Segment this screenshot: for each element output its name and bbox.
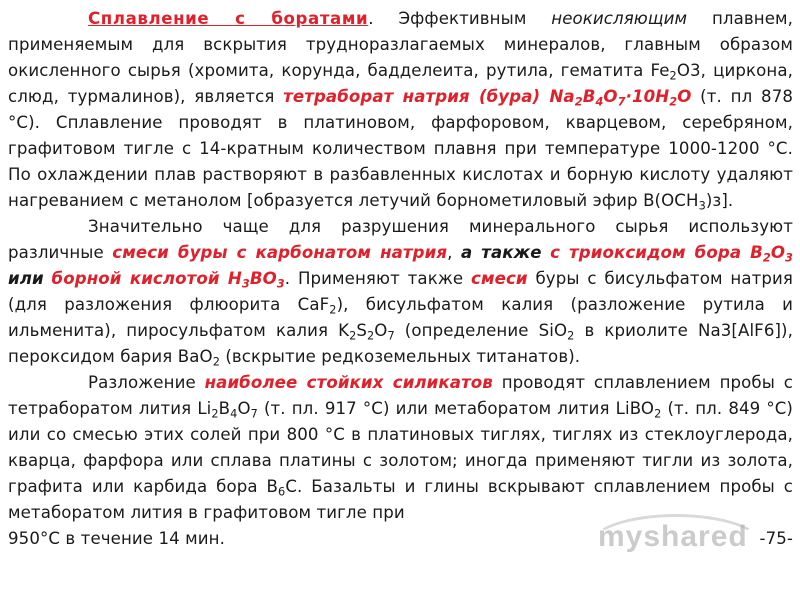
text-run: Значительно чаще для разрушения минерального сырья используют различные (8, 217, 793, 262)
text-run: 950°С в течение 14 мин. (8, 529, 226, 548)
text-run: (т. пл. 917 °С) или метаборатом лития LiBO (257, 399, 655, 418)
subscript: 3 (698, 199, 706, 213)
paragraph-fusion-borates (8, 6, 793, 214)
subscript: 2 (367, 329, 375, 343)
subscript: 2 (669, 69, 677, 83)
text-run: S (356, 321, 367, 340)
text-run: плавнем, применяемым для вскрытия трудноразлагаемых минералов, главным образом окисленного сырья (хромита, корунда, бадделеита, рутила, гематита Fe (8, 9, 793, 80)
text-run (542, 243, 551, 262)
text-run: (т. пл 878 °С). Сплавление проводят в платиновом, фарфоровом, кварцевом, серебряном, графитовом тигле с 14-кратным количеством плавня при температуре 1000-1200 °С. По охлаждении плав растворяют в разбавленных кислотах и борную кислоту удаляют нагреванием с метанолом [образуется летучий борнометиловый эфир B(OCH (8, 87, 794, 210)
text-run: O3, циркона, слюд, турмалинов), является (8, 61, 793, 106)
text-run: буры с бисульфатом натрия (для разложения флюорита CaF (8, 269, 793, 314)
highlight-borax-carbonate: смеси буры с карбонатом натрия (112, 243, 448, 262)
watermark-text: myshared (598, 520, 748, 553)
text-run: . Применяют также (284, 269, 472, 288)
subscript: 6 (278, 485, 286, 499)
text-run: C. Базальты и глины вскрывают сплавлением пробы с метаборатом лития в графитовом тигле при (8, 477, 793, 522)
text-run: B (218, 399, 231, 418)
highlight-boric-acid: борной кислотой $H_3BO_3$ (51, 269, 285, 291)
text-run (44, 269, 52, 288)
text-run: )з]. (705, 191, 734, 210)
text-run: O (237, 399, 251, 418)
text-run: (т. пл. 849 °С) или со смесью этих солей при 800 °С в платиновых тиглях, тиглях из стеклоуглерода, кварца, фарфора или сплава платины с золотом; иногда применяют тигли из золота, графита или карбида бора B (8, 399, 794, 496)
text-run: проводят сплавлением пробы с тетраборатом лития Li (8, 373, 793, 418)
subscript: 2 (212, 355, 220, 369)
highlight-mixtures: смеси (471, 269, 528, 288)
subscript: 2 (567, 329, 575, 343)
paragraph-silicates (8, 370, 793, 526)
section-title: Сплавление с боратами (88, 9, 369, 28)
emphasis-also: а также (460, 243, 542, 262)
subscript: 7 (387, 329, 395, 343)
text-run: (вскрытие редкоземельных титанатов). (219, 347, 581, 366)
highlight-stable-silicates: наиболее стойких силикатов (204, 373, 493, 392)
subscript: 2 (349, 329, 357, 343)
subscript: 2 (329, 303, 337, 317)
text-run: в криолите Na3[AlF6]), пероксидом бария BaO (8, 321, 793, 366)
paragraph-borax-mixtures (8, 214, 793, 370)
highlight-borax: тетраборат натрия (бура) $Na_2B_4O_7\cdot 10H_2O$ (283, 87, 692, 109)
subscript: 4 (230, 407, 238, 421)
last-line (8, 526, 793, 552)
text-run: (определение SiO (394, 321, 568, 340)
subscript: 2 (211, 407, 219, 421)
text-run: O (374, 321, 388, 340)
text-run: , (447, 243, 461, 262)
document-page (8, 6, 793, 552)
page-number: -75- (759, 529, 793, 548)
emphasis-or: или (8, 269, 44, 288)
emphasis-nonoxidizing: неокисляющим (551, 9, 688, 28)
subscript: 7 (250, 407, 258, 421)
text-run: ), бисульфатом калия (разложение рутила и ильменита), пиросульфатом калия K (8, 295, 793, 340)
text-run: Разложение (88, 373, 205, 392)
text-run: . Эффективным (368, 9, 552, 28)
subscript: 2 (654, 407, 662, 421)
highlight-boron-trioxide: с триоксидом бора $B_2O_3$ (550, 243, 793, 265)
